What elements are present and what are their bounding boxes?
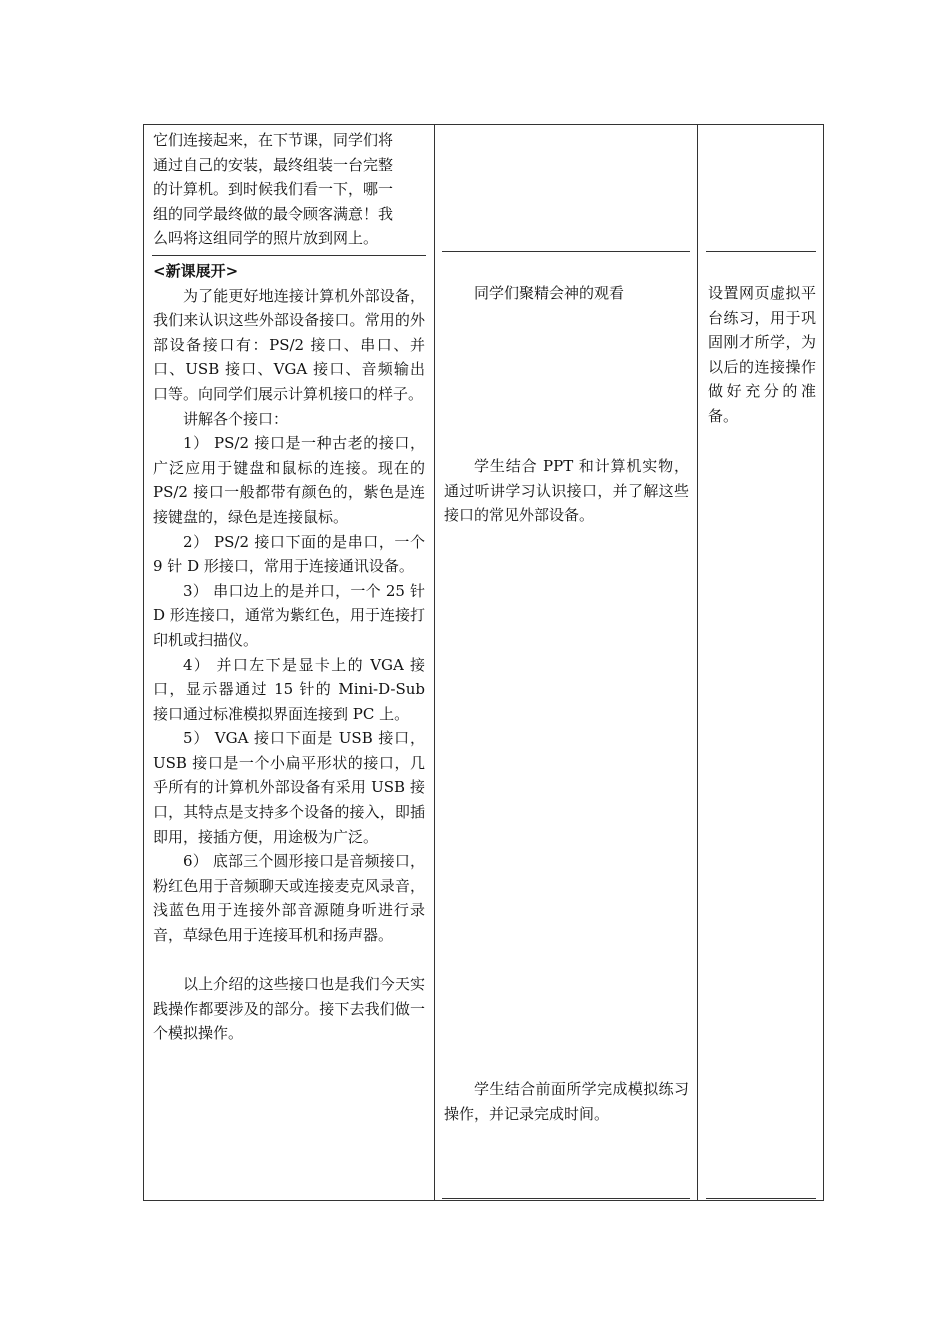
row1-col1-text	[153, 128, 425, 251]
column-divider-1	[434, 124, 435, 1201]
column-divider-2	[697, 124, 698, 1201]
bottom-rule-col3	[706, 1198, 816, 1199]
interface-item-5: 5） VGA 接口下面是 USB 接口，USB 接口是一个小扁平形状的接口，几乎所有的计算机外部设备有采用 USB 接口，其特点是支持多个设备的接入，即插即用，接插方便，用途极为广泛。	[153, 729, 425, 846]
row2-col1-text	[153, 259, 425, 1046]
student-activity-3: 学生结合前面所学完成模拟练习操作，并记录完成时间。	[444, 1080, 689, 1123]
text-line: 么吗将这组同学的照片放到网上。	[153, 229, 379, 248]
bottom-rule-col2	[442, 1198, 690, 1199]
col1-top-rule	[152, 124, 426, 125]
text-line: 组的同学最终做的最令顾客满意！我	[153, 204, 394, 223]
row-divider-col1	[152, 255, 426, 256]
interface-item-6: 6） 底部三个圆形接口是音频接口，粉红色用于音频聊天或连接麦克风录音，浅蓝色用于连接外部音源随身听进行录音，草绿色用于连接耳机和扬声器。	[153, 852, 425, 945]
intro-paragraph: 为了能更好地连接计算机外部设备，我们来认识这些外部设备接口。常用的外部设备接口有：PS/2 接口、串口、并口、USB 接口、VGA 接口、音频输出口等。向同学们展示计算机接口的样子。	[153, 286, 425, 403]
student-activity-2: 学生结合 PPT 和计算机实物，通过听讲学习认识接口，并了解这些接口的常见外部设备。	[444, 457, 689, 525]
explain-label: 讲解各个接口：	[183, 409, 289, 428]
blank-line	[153, 948, 425, 973]
interface-item-1: 1） PS/2 接口是一种古老的接口，广泛应用于键盘和鼠标的连接。现在的 PS/2 接口一般都带有颜色的，紫色是连接键盘的，绿色是连接鼠标。	[153, 434, 425, 526]
design-intent-text: 设置网页虚拟平台练习，用于巩固刚才所学，为以后的连接操作做好充分的准备。	[708, 284, 816, 425]
section-heading: <新课展开>	[153, 262, 239, 280]
row-divider-col3	[706, 251, 816, 252]
row-divider-col2	[442, 251, 690, 252]
text-line: 它们连接起来，在下节课，同学们将	[153, 131, 394, 149]
text-line: 通过自己的安装，最终组装一台完整	[153, 155, 394, 174]
interface-item-2: 2） PS/2 接口下面的是串口，一个 9 针 D 形接口，常用于连接通讯设备。	[153, 532, 425, 576]
text-line: 的计算机。到时候我们看一下，哪一	[153, 180, 394, 199]
interface-item-4: 4） 并口左下是显卡上的 VGA 接口，显示器通过 15 针的 Mini-D-Sub 接口通过标准模拟界面连接到 PC 上。	[153, 655, 425, 723]
interface-item-3: 3） 串口边上的是并口，一个 25 针 D 形连接口，通常为紫红色，用于连接打印机或扫描仪。	[153, 581, 425, 649]
student-activity-1: 同学们聚精会神的观看	[474, 284, 625, 302]
summary-paragraph: 以上介绍的这些接口也是我们今天实践操作都要涉及的部分。接下去我们做一个模拟操作。	[153, 975, 425, 1043]
